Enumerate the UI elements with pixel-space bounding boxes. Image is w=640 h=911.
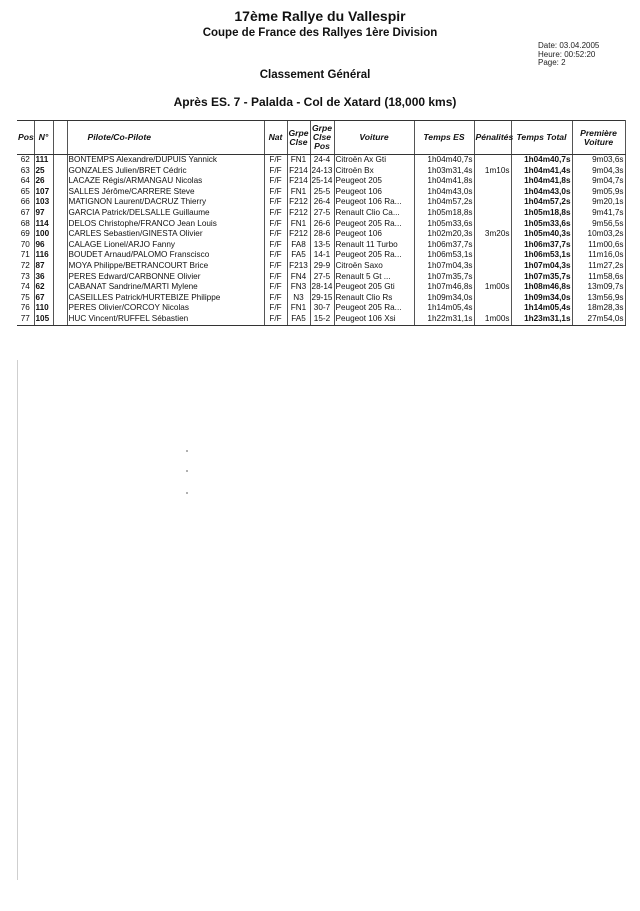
row-nat: F/F — [264, 187, 287, 198]
row-pilot: CASEILLES Patrick/HURTEBIZE Philippe — [67, 293, 264, 304]
row-pos: 72 — [20, 260, 30, 270]
row-temps-es: 1h07m35,7s — [414, 272, 474, 283]
table-row — [17, 219, 625, 230]
row-gap-first: 13m56,9s — [572, 293, 625, 304]
row-pos: 64 — [20, 176, 30, 186]
row-total: 1h04m57,2s — [511, 197, 572, 208]
col-premiere: Première Voiture — [572, 121, 625, 155]
row-pos: 70 — [20, 239, 30, 249]
row-grpe: F212 — [287, 197, 310, 208]
row-grpe: FN3 — [287, 282, 310, 293]
row-grpe: FA8 — [287, 240, 310, 251]
row-grpe: F212 — [287, 229, 310, 240]
row-grpe-pos: 14-1 — [310, 250, 334, 261]
table-row — [17, 208, 625, 219]
row-pos: 62 — [20, 155, 30, 164]
row-spacer — [53, 208, 67, 219]
page-number: Page: 2 — [538, 58, 566, 67]
table-row — [17, 187, 625, 198]
row-spacer — [53, 303, 67, 314]
col-grpe: Grpe Clse — [287, 121, 310, 155]
table-row — [17, 293, 625, 304]
row-pilot: CABANAT Sandrine/MARTI Mylene — [67, 282, 264, 293]
row-nat: F/F — [264, 303, 287, 314]
row-penalty — [474, 187, 511, 198]
row-total: 1h04m43,0s — [511, 187, 572, 198]
row-spacer — [53, 261, 67, 272]
row-total: 1h07m35,7s — [511, 272, 572, 283]
row-car: Peugeot 106 — [334, 229, 414, 240]
row-penalty: 1m00s — [474, 314, 511, 325]
row-pos: 65 — [20, 186, 30, 196]
results-table — [17, 120, 626, 326]
row-spacer — [53, 229, 67, 240]
row-number: 100 — [34, 229, 53, 240]
row-car: Citroën Saxo — [334, 261, 414, 272]
row-number: 116 — [34, 250, 53, 261]
row-gap-first: 9m04,7s — [572, 176, 625, 187]
row-car: Peugeot 205 Ra... — [334, 250, 414, 261]
row-pilot: LACAZE Régis/ARMANGAU Nicolas — [67, 176, 264, 187]
row-car: Peugeot 205 — [334, 176, 414, 187]
table-row — [17, 272, 625, 283]
col-voiture: Voiture — [334, 121, 414, 155]
row-pos: 71 — [20, 250, 30, 260]
row-temps-es: 1h14m05,4s — [414, 303, 474, 314]
row-pos: 75 — [20, 292, 30, 302]
row-number: 26 — [34, 176, 53, 187]
row-grpe-pos: 27-5 — [310, 208, 334, 219]
row-gap-first: 11m16,0s — [572, 250, 625, 261]
col-num: N° — [34, 121, 53, 155]
row-grpe: F214 — [287, 176, 310, 187]
row-grpe: N3 — [287, 293, 310, 304]
row-temps-es: 1h07m46,8s — [414, 282, 474, 293]
row-spacer — [53, 166, 67, 177]
championship-subtitle: Coupe de France des Rallyes 1ère Division — [202, 27, 438, 39]
row-penalty: 1m10s — [474, 166, 511, 177]
col-temps-total: Temps Total — [511, 121, 572, 155]
row-temps-es: 1h06m37,7s — [414, 240, 474, 251]
row-total: 1h04m41,4s — [511, 166, 572, 177]
col-penalites: Pénalités — [474, 121, 511, 155]
row-penalty: 3m20s — [474, 229, 511, 240]
row-nat: F/F — [264, 219, 287, 230]
row-penalty — [474, 303, 511, 314]
row-penalty — [474, 250, 511, 261]
row-gap-first: 9m04,3s — [572, 166, 625, 177]
row-grpe-pos: 26-6 — [310, 219, 334, 230]
row-grpe: F214 — [287, 166, 310, 177]
row-nat: F/F — [264, 240, 287, 251]
row-penalty — [474, 155, 511, 166]
row-pilot: PERES Edward/CARBONNE Olivier — [67, 272, 264, 283]
results-body — [17, 155, 625, 326]
row-total: 1h05m40,3s — [511, 229, 572, 240]
row-number: 96 — [34, 240, 53, 251]
stage-title: Après ES. 7 - Palalda - Col de Xatard (18,000 kms) — [173, 95, 457, 109]
row-nat: F/F — [264, 250, 287, 261]
row-nat: F/F — [264, 314, 287, 325]
scan-mark — [17, 360, 18, 880]
row-grpe-pos: 30-7 — [310, 303, 334, 314]
row-pos: 67 — [20, 207, 30, 217]
row-grpe: F213 — [287, 261, 310, 272]
table-row — [17, 314, 625, 325]
row-car: Peugeot 106 Xsi — [334, 314, 414, 325]
table-row — [17, 229, 625, 240]
table-row — [17, 155, 625, 166]
row-number: 25 — [34, 166, 53, 177]
row-pos: 74 — [20, 282, 30, 292]
row-penalty — [474, 197, 511, 208]
row-penalty — [474, 261, 511, 272]
row-pilot: GARCIA Patrick/DELSALLE Guillaume — [67, 208, 264, 219]
row-pilot: PERES Olivier/CORCOY Nicolas — [67, 303, 264, 314]
row-grpe: FN1 — [287, 155, 310, 166]
row-total: 1h08m46,8s — [511, 282, 572, 293]
row-gap-first: 9m05,9s — [572, 187, 625, 198]
row-temps-es: 1h06m53,1s — [414, 250, 474, 261]
scan-dot — [186, 470, 188, 472]
table-row — [17, 197, 625, 208]
row-grpe-pos: 29-15 — [311, 292, 333, 302]
row-grpe: FN1 — [287, 303, 310, 314]
row-pilot: BONTEMPS Alexandre/DUPUIS Yannick — [67, 155, 264, 166]
row-spacer — [53, 155, 67, 166]
row-total: 1h23m31,1s — [511, 314, 572, 325]
row-car: Renault Clio Rs — [334, 293, 414, 304]
row-grpe-pos: 28-14 — [311, 282, 333, 292]
col-pilot: Pilote/Co-Pilote — [67, 121, 264, 155]
row-penalty — [474, 293, 511, 304]
row-temps-es: 1h02m20,3s — [414, 229, 474, 240]
row-spacer — [53, 250, 67, 261]
row-spacer — [53, 197, 67, 208]
table-row — [17, 240, 625, 251]
scan-dot — [186, 492, 188, 494]
row-gap-first: 9m20,1s — [572, 197, 625, 208]
row-temps-es: 1h09m34,0s — [414, 293, 474, 304]
row-pos: 68 — [20, 218, 30, 228]
table-header-row — [17, 121, 625, 155]
table-row — [17, 166, 625, 177]
row-pos: 77 — [17, 314, 34, 325]
row-gap-first: 18m28,3s — [572, 303, 625, 314]
row-number: 36 — [34, 272, 53, 283]
row-grpe: FN1 — [287, 219, 310, 230]
row-pos: 63 — [20, 165, 30, 175]
row-spacer — [53, 219, 67, 230]
print-date: Date: 03.04.2005 — [538, 41, 600, 50]
row-pilot: HUC Vincent/RUFFEL Sébastien — [67, 314, 264, 325]
row-grpe-pos: 29-9 — [310, 261, 334, 272]
row-penalty — [474, 272, 511, 283]
row-grpe-pos: 28-6 — [310, 229, 334, 240]
row-number: 114 — [34, 219, 53, 230]
row-number: 67 — [34, 293, 53, 304]
table-row — [17, 303, 625, 314]
row-total: 1h07m04,3s — [511, 261, 572, 272]
row-number: 87 — [34, 261, 53, 272]
row-pilot: CARLES Sebastien/GINESTA Olivier — [67, 229, 264, 240]
row-penalty — [474, 208, 511, 219]
row-temps-es: 1h04m41,8s — [414, 176, 474, 187]
row-nat: F/F — [264, 208, 287, 219]
row-grpe-pos: 15-2 — [310, 314, 334, 325]
row-car: Peugeot 205 Ra... — [334, 219, 414, 230]
row-grpe: FA5 — [287, 250, 310, 261]
row-pilot: CALAGE Lionel/ARJO Fanny — [67, 240, 264, 251]
row-car: Peugeot 205 Gti — [334, 282, 414, 293]
col-temps-es: Temps ES — [414, 121, 474, 155]
row-grpe-pos: 26-4 — [310, 197, 334, 208]
row-pilot: SALLES Jérôme/CARRERE Steve — [67, 187, 264, 198]
scan-dot — [186, 450, 188, 452]
section-title: Classement Général — [259, 69, 371, 81]
row-pilot: GONZALES Julien/BRET Cédric — [67, 166, 264, 177]
row-temps-es: 1h04m40,7s — [414, 155, 474, 166]
row-nat: F/F — [264, 293, 287, 304]
row-penalty — [474, 240, 511, 251]
row-temps-es: 1h05m33,6s — [414, 219, 474, 230]
row-grpe-pos: 24-13 — [311, 165, 333, 175]
row-number: 107 — [34, 187, 53, 198]
row-nat: F/F — [264, 197, 287, 208]
row-pilot: MATIGNON Laurent/DACRUZ Thierry — [67, 197, 264, 208]
row-temps-es: 1h22m31,1s — [414, 314, 474, 325]
row-total: 1h09m34,0s — [511, 293, 572, 304]
row-grpe-pos: 27-5 — [310, 272, 334, 283]
row-grpe: F212 — [287, 208, 310, 219]
row-grpe: FA5 — [287, 314, 310, 325]
row-number: 62 — [34, 282, 53, 293]
row-gap-first: 27m54,0s — [572, 314, 625, 325]
row-car: Renault Clio Ca... — [334, 208, 414, 219]
row-nat: F/F — [264, 176, 287, 187]
row-car: Renault 11 Turbo — [334, 240, 414, 251]
row-gap-first: 10m03,2s — [572, 229, 625, 240]
row-spacer — [53, 293, 67, 304]
row-total: 1h06m53,1s — [511, 250, 572, 261]
col-pos: Pos — [17, 121, 34, 155]
row-nat: F/F — [264, 272, 287, 283]
row-nat: F/F — [264, 155, 287, 166]
row-spacer — [53, 187, 67, 198]
table-row — [17, 282, 625, 293]
row-pos: 76 — [20, 303, 30, 313]
row-number: 111 — [34, 155, 53, 166]
row-number: 105 — [34, 314, 53, 325]
row-penalty — [474, 219, 511, 230]
row-grpe: FN4 — [287, 272, 310, 283]
row-gap-first: 13m09,7s — [572, 282, 625, 293]
print-meta — [538, 42, 599, 68]
row-spacer — [53, 282, 67, 293]
row-pos: 73 — [20, 271, 30, 281]
row-gap-first: 11m27,2s — [572, 261, 625, 272]
row-car: Citroën Ax Gti — [334, 155, 414, 166]
row-pilot: BOUDET Arnaud/PALOMO Franscisco — [67, 250, 264, 261]
row-pilot: DELOS Christophe/FRANCO Jean Louis — [67, 219, 264, 230]
row-spacer — [53, 272, 67, 283]
row-temps-es: 1h05m18,8s — [414, 208, 474, 219]
row-penalty: 1m00s — [474, 282, 511, 293]
row-gap-first: 11m00,6s — [572, 240, 625, 251]
row-pilot: MOYA Philippe/BETRANCOURT Brice — [67, 261, 264, 272]
row-spacer — [53, 314, 67, 325]
row-penalty — [474, 176, 511, 187]
table-row — [17, 250, 625, 261]
row-temps-es: 1h04m43,0s — [414, 187, 474, 198]
row-grpe-pos: 25-5 — [310, 187, 334, 198]
table-row — [17, 261, 625, 272]
row-temps-es: 1h03m31,4s — [414, 166, 474, 177]
rally-title: 17ème Rallye du Vallespir — [234, 8, 406, 24]
row-nat: F/F — [264, 166, 287, 177]
row-grpe-pos: 24-4 — [310, 155, 334, 166]
row-grpe-pos: 13-5 — [310, 240, 334, 251]
row-number: 103 — [34, 197, 53, 208]
row-pos: 69 — [20, 229, 30, 239]
row-total: 1h05m18,8s — [511, 208, 572, 219]
row-total: 1h14m05,4s — [511, 303, 572, 314]
row-nat: F/F — [264, 229, 287, 240]
row-total: 1h05m33,6s — [511, 219, 572, 230]
row-total: 1h04m40,7s — [511, 155, 572, 166]
row-car: Renault 5 Gt ... — [334, 272, 414, 283]
row-gap-first: 11m58,6s — [572, 272, 625, 283]
row-pos: 66 — [20, 197, 30, 207]
row-total: 1h04m41,8s — [511, 176, 572, 187]
col-spacer — [53, 121, 67, 155]
row-nat: F/F — [264, 261, 287, 272]
row-car: Peugeot 106 — [334, 187, 414, 198]
row-car: Peugeot 205 Ra... — [334, 303, 414, 314]
row-gap-first: 9m41,7s — [572, 208, 625, 219]
row-gap-first: 9m56,5s — [572, 219, 625, 230]
print-time: Heure: 00:52:20 — [538, 49, 596, 59]
row-spacer — [53, 240, 67, 251]
row-car: Peugeot 106 Ra... — [334, 197, 414, 208]
row-temps-es: 1h07m04,3s — [414, 261, 474, 272]
row-spacer — [53, 176, 67, 187]
row-number: 97 — [34, 208, 53, 219]
col-grpe-pos: Grpe Clse Pos — [310, 121, 334, 155]
row-total: 1h06m37,7s — [511, 240, 572, 251]
row-number: 110 — [34, 303, 53, 314]
row-gap-first: 9m03,6s — [572, 155, 625, 166]
row-grpe: FN1 — [287, 187, 310, 198]
row-car: Citroën Bx — [334, 166, 414, 177]
row-temps-es: 1h04m57,2s — [414, 197, 474, 208]
row-grpe-pos: 25-14 — [311, 176, 333, 186]
row-nat: F/F — [264, 282, 287, 293]
table-row — [17, 176, 625, 187]
col-nat: Nat — [264, 121, 287, 155]
